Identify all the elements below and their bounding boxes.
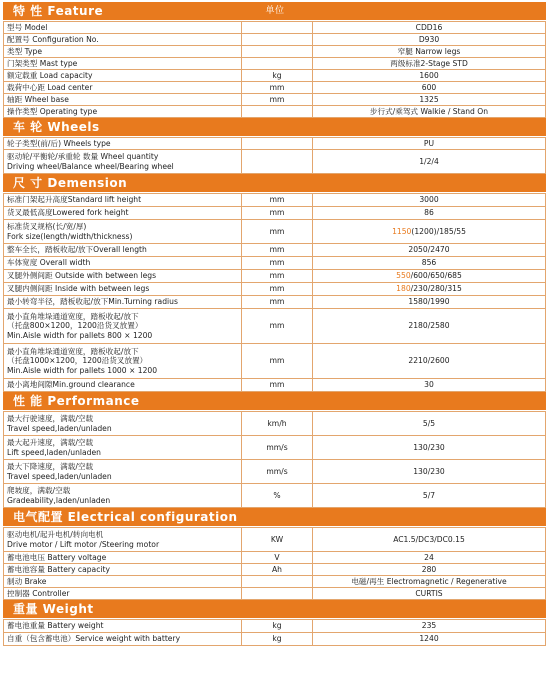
spec-label-line: 型号 Model [7,22,48,32]
spec-unit [242,34,313,46]
spec-label [4,309,242,344]
spec-value: 5/7 [313,484,546,508]
spec-table [3,193,546,392]
spec-unit: mm/s [242,436,313,460]
spec-row [4,257,546,270]
spec-label [4,283,242,296]
spec-unit: kg [242,70,313,82]
spec-unit: mm [242,244,313,257]
spec-value: 步行式/乘驾式 Walkie / Stand On [313,106,546,118]
spec-unit: mm [242,194,313,207]
spec-unit [242,22,313,34]
spec-unit: kg [242,620,313,633]
spec-label-line: 轮子类型(前/后) Wheels type [7,138,111,148]
spec-label-line: 轴距 Wheel base [7,94,69,104]
spec-value: 856 [313,257,546,270]
spec-label-line: 制动 Brake [7,576,47,586]
spec-unit: Ah [242,564,313,576]
spec-unit: mm [242,283,313,296]
spec-value: 两级标准2-Stage STD [313,58,546,70]
spec-label [4,22,242,34]
spec-label [4,552,242,564]
spec-value: 2050/2470 [313,244,546,257]
spec-label-line: 额定载重 Load capacity [7,70,93,80]
spec-row [4,588,546,600]
spec-label [4,207,242,220]
spec-unit: mm [242,257,313,270]
spec-label-line: 叉腿内侧间距 Inside with between legs [7,284,150,294]
spec-row [4,344,546,379]
spec-row [4,244,546,257]
spec-value-highlight: 1150 [392,226,412,236]
spec-unit [242,46,313,58]
spec-value: 3000 [313,194,546,207]
spec-label-line: Driving wheel/Balance wheel/Bearing wheel [7,161,174,171]
spec-label-line: 配置号 Configuration No. [7,34,99,44]
spec-label-line: 驱动轮/平衡轮/承重轮 数量 Wheel quantity [7,151,159,161]
spec-value: 5/5 [313,412,546,436]
spec-value [313,270,546,283]
spec-label-line: 叉腿外侧间距 Outside with between legs [7,271,157,281]
spec-label-line: 最小直角堆垛通道宽度，踏板收起/放下 [7,346,139,356]
spec-label-line: 门架类型 Mast type [7,58,78,68]
spec-value: D930 [313,34,546,46]
spec-value-rest: /230/280/315 [410,284,462,294]
spec-row [4,150,546,174]
spec-label [4,82,242,94]
spec-value-highlight: 180 [396,284,411,294]
spec-value: CURTIS [313,588,546,600]
spec-label [4,576,242,588]
section-header [3,392,546,411]
spec-label [4,620,242,633]
spec-label-line: 最小转弯半径，踏板收起/放下Min.Turning radius [7,297,178,307]
spec-label [4,70,242,82]
spec-value: 窄腿 Narrow legs [313,46,546,58]
spec-label-line: Lift speed,laden/unladen [7,447,101,457]
spec-label-line: 最大起升速度，满载/空载 [7,437,94,447]
spec-row [4,484,546,508]
spec-label [4,150,242,174]
unit-column-header: 单位 [265,6,285,16]
spec-value: 600 [313,82,546,94]
spec-value: CDD16 [313,22,546,34]
spec-row [4,564,546,576]
spec-value-rest: /600/650/685 [410,271,462,281]
spec-label-line: 操作类型 Operating type [7,106,98,116]
spec-value: PU [313,138,546,150]
spec-unit: KW [242,528,313,552]
spec-row [4,207,546,220]
spec-label [4,106,242,118]
spec-label-line: 蓄电池容量 Battery capacity [7,564,110,574]
spec-table [3,21,546,118]
spec-label [4,528,242,552]
spec-label-line: 标准门架起升高度Standard lift height [7,195,142,205]
spec-unit [242,576,313,588]
spec-row [4,436,546,460]
spec-label-line: 蓄电池重量 Battery weight [7,621,104,631]
spec-table [3,411,546,508]
spec-label [4,194,242,207]
spec-row [4,552,546,564]
spec-unit: mm [242,270,313,283]
spec-label-line: 自重（包含蓄电池）Service weight with battery [7,634,181,644]
spec-row [4,58,546,70]
spec-label-line: 最大下降速度，满载/空载 [7,461,94,471]
spec-label-line: Fork size(length/width/thickness) [7,231,133,241]
spec-unit: V [242,552,313,564]
spec-row [4,460,546,484]
spec-unit [242,588,313,600]
spec-row [4,270,546,283]
spec-value-highlight: 550 [396,271,411,281]
spec-unit [242,150,313,174]
section-header [3,118,546,137]
spec-row [4,528,546,552]
spec-table [3,619,546,646]
spec-label-line: （托盘800×1200，1200沿货叉放置） [7,321,143,331]
spec-row [4,138,546,150]
spec-value: 1325 [313,94,546,106]
spec-unit: % [242,484,313,508]
spec-value: 2180/2580 [313,309,546,344]
spec-label-line: 爬坡度，满载/空载 [7,485,71,495]
spec-unit: mm [242,82,313,94]
spec-row [4,94,546,106]
spec-value [313,220,546,244]
spec-value: AC1.5/DC3/DC0.15 [313,528,546,552]
section-header [3,600,546,619]
spec-value: 1240 [313,633,546,646]
spec-label-line: Travel speed,laden/unladen [7,423,112,433]
section-title: 重量 Weight [13,602,94,616]
spec-row [4,82,546,94]
spec-label-line: 货叉最低高度Lowered fork height [7,208,129,218]
spec-row [4,633,546,646]
spec-label [4,484,242,508]
spec-label-line: 最小离地间隙Min.ground clearance [7,380,135,390]
spec-value: 86 [313,207,546,220]
spec-label [4,564,242,576]
spec-label-line: 载荷中心距 Load center [7,82,93,92]
spec-row [4,34,546,46]
spec-label-line: Drive motor / Lift motor /Steering motor [7,539,160,549]
spec-row [4,379,546,392]
spec-label [4,296,242,309]
spec-table [3,527,546,600]
spec-label-line: 驱动电机/起升电机/转向电机 [7,529,104,539]
spec-unit: mm [242,379,313,392]
spec-label [4,633,242,646]
spec-label [4,46,242,58]
spec-unit: mm [242,220,313,244]
spec-label-line: Min.Aisle width for pallets 800 × 1200 [7,330,153,340]
spec-value: 2210/2600 [313,344,546,379]
spec-row [4,576,546,588]
spec-value: 电磁/再生 Electromagnetic / Regenerative [313,576,546,588]
spec-label [4,460,242,484]
spec-row [4,309,546,344]
spec-value: 24 [313,552,546,564]
section-header [3,2,546,21]
spec-row [4,620,546,633]
spec-unit: mm [242,94,313,106]
spec-row [4,106,546,118]
section-title: 车 轮 Wheels [13,120,100,134]
section-title: 特 性 Feature [13,4,104,18]
spec-value: 280 [313,564,546,576]
spec-row [4,46,546,58]
spec-unit: mm [242,296,313,309]
spec-label [4,257,242,270]
spec-unit: mm/s [242,460,313,484]
spec-label-line: 整车全长，踏板收起/放下Overall length [7,245,147,255]
spec-row [4,296,546,309]
spec-label-line: 车体宽度 Overall width [7,258,91,268]
spec-unit: kg [242,633,313,646]
spec-label [4,34,242,46]
spec-unit: mm [242,207,313,220]
spec-value: 130/230 [313,436,546,460]
spec-label-line: 最小直角堆垛通道宽度，踏板收起/放下 [7,311,139,321]
spec-row [4,220,546,244]
spec-row [4,283,546,296]
spec-label [4,270,242,283]
spec-value: 1/2/4 [313,150,546,174]
spec-label-line: Gradeability,laden/unladen [7,495,111,505]
spec-value-rest: (1200)/185/55 [411,226,466,236]
spec-label-line: 类型 Type [7,46,43,56]
spec-label [4,220,242,244]
spec-value: 1600 [313,70,546,82]
spec-label-line: Travel speed,laden/unladen [7,471,112,481]
section-title: 尺 寸 Demension [13,176,128,190]
spec-label [4,138,242,150]
spec-label-line: 蓄电池电压 Battery voltage [7,552,107,562]
spec-table [3,137,546,174]
spec-value: 1580/1990 [313,296,546,309]
spec-unit [242,138,313,150]
section-title: 电气配置 Electrical configuration [13,510,238,524]
section-title: 性 能 Performance [13,394,140,408]
spec-label [4,94,242,106]
spec-row [4,194,546,207]
spec-label-line: 控制器 Controller [7,588,70,598]
spec-label [4,244,242,257]
spec-unit [242,58,313,70]
spec-unit [242,106,313,118]
spec-label [4,588,242,600]
spec-sheet [3,0,546,646]
spec-unit: mm [242,309,313,344]
spec-label [4,412,242,436]
spec-value: 235 [313,620,546,633]
spec-row [4,22,546,34]
spec-label-line: 最大行驶速度，满载/空载 [7,413,94,423]
spec-unit: km/h [242,412,313,436]
spec-row [4,70,546,82]
section-header [3,174,546,193]
spec-label [4,58,242,70]
spec-value [313,283,546,296]
spec-label-line: Min.Aisle width for pallets 1000 × 1200 [7,365,158,375]
spec-value: 130/230 [313,460,546,484]
spec-label-line: 标准货叉规格(长/宽/厚) [7,221,87,231]
section-header [3,508,546,527]
spec-label-line: （托盘1000×1200，1200沿货叉放置） [7,356,148,366]
spec-value: 30 [313,379,546,392]
spec-label [4,344,242,379]
spec-label [4,436,242,460]
spec-row [4,412,546,436]
spec-label [4,379,242,392]
spec-unit: mm [242,344,313,379]
